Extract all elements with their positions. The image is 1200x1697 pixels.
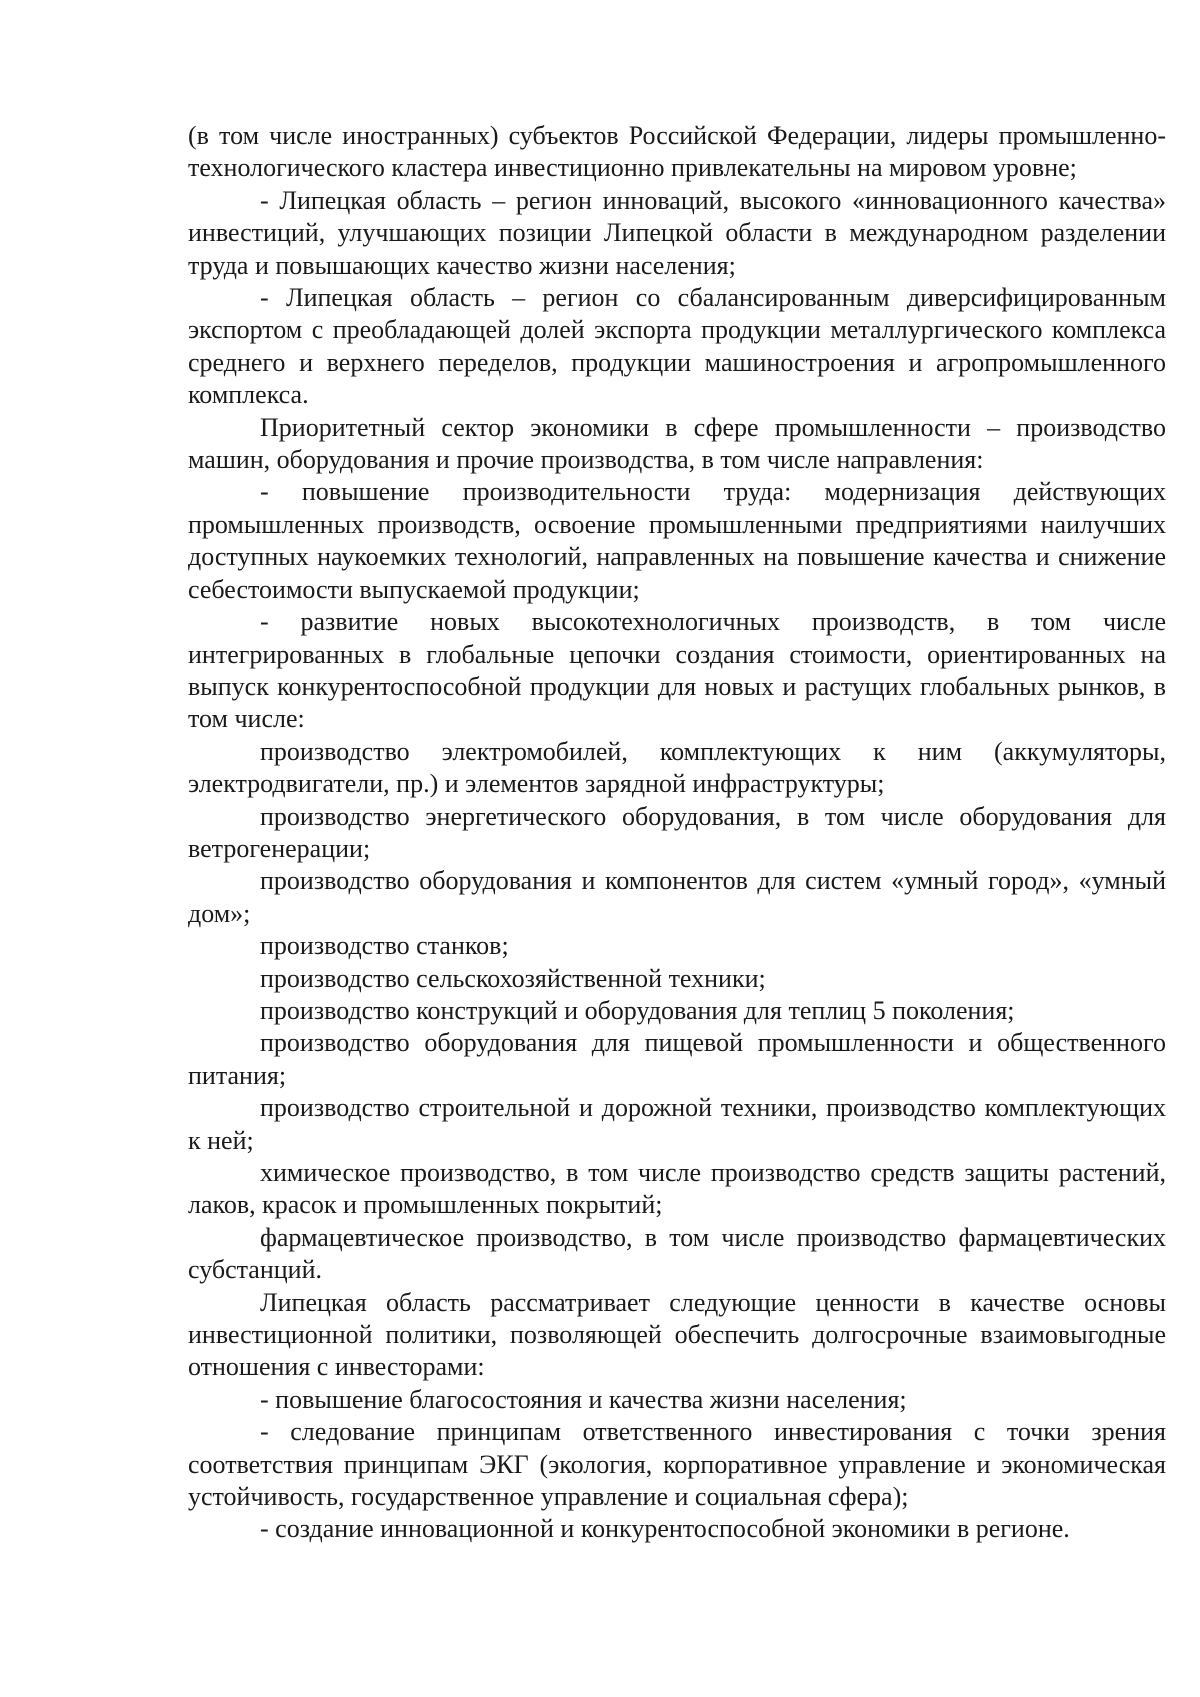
list-item-productivity: - повышение производительности труда: модернизация действующих промышленных производств, освоение промышленными предприятиями наилучших доступных наукоемких технологий, направленных на повышение качества и снижение себестоимости выпускаемой продукции; — [188, 477, 1166, 604]
list-item-smart-city: производство оборудования и компонентов для систем «умный город», «умный дом»; — [188, 866, 1166, 928]
paragraph-continuation: (в том числе иностранных) субъектов Российской Федерации, лидеры промышленно-технологического кластера инвестиционно привлекательны на мировом уровне; — [188, 121, 1166, 183]
list-item-pharmaceutical: фармацевтическое производство, в том числе производство фармацевтических субстанций. — [188, 1222, 1166, 1285]
paragraph-priority-sector: Приоритетный сектор экономики в сфере промышленности – производство машин, оборудования и прочие производства, в том числе направления: — [188, 412, 1166, 475]
list-item-esg: - следование принципам ответственного инвестирования с точки зрения соответствия принципам ЭКГ (экология, корпоративное управление и экономическая устойчивость, государственное управление и социальная сфера); — [188, 1417, 1166, 1512]
list-item-high-tech: - развитие новых высокотехнологичных производств, в том числе интегрированных в глобальные цепочки создания стоимости, ориентированных на выпуск конкурентоспособной продукции для новых и растущих глобальных рынков, в том числе: — [188, 607, 1166, 734]
document-body — [188, 120, 1166, 1546]
list-item-innovation-region: - Липецкая область – регион инноваций, высокого «инновационного качества» инвестиций, улучшающих позиции Липецкой области в международном разделении труда и повышающих качество жизни населения; — [188, 185, 1166, 280]
paragraph-investment-values: Липецкая область рассматривает следующие ценности в качестве основы инвестиционной политики, позволяющей обеспечить долгосрочные взаимовыгодные отношения с инвесторами: — [188, 1287, 1166, 1382]
list-item-road-machinery: производство строительной и дорожной техники, производство комплектующих к ней; — [188, 1093, 1166, 1155]
list-item-agricultural-machinery: производство сельскохозяйственной техники; — [260, 963, 766, 993]
list-item-machine-tools: производство станков; — [260, 931, 509, 961]
list-item-chemical: химическое производство, в том числе производство средств защиты растений, лаков, красок и промышленных покрытий; — [188, 1158, 1166, 1220]
list-item-welfare: - повышение благосостояния и качества жизни населения; — [260, 1384, 907, 1414]
list-item-innovative-economy: - создание инновационной и конкурентоспособной экономики в регионе. — [260, 1514, 1070, 1544]
list-item-food-industry: производство оборудования для пищевой промышленности и общественного питания; — [188, 1028, 1166, 1090]
list-item-electric-vehicles: производство электромобилей, комплектующих к ним (аккумуляторы, электродвигатели, пр.) и элементов зарядной инфраструктуры; — [188, 736, 1166, 799]
list-item-greenhouses: производство конструкций и оборудования для теплиц 5 поколения; — [260, 995, 1015, 1025]
list-item-energy-equipment: производство энергетического оборудования, в том числе оборудования для ветрогенерации; — [188, 801, 1166, 863]
list-item-export-region: - Липецкая область – регион со сбалансированным диверсифицированным экспортом с преобладающей долей экспорта продукции металлургического комплекса среднего и верхнего переделов, продукции машиностроения и агропромышленного комплекса. — [188, 283, 1166, 410]
